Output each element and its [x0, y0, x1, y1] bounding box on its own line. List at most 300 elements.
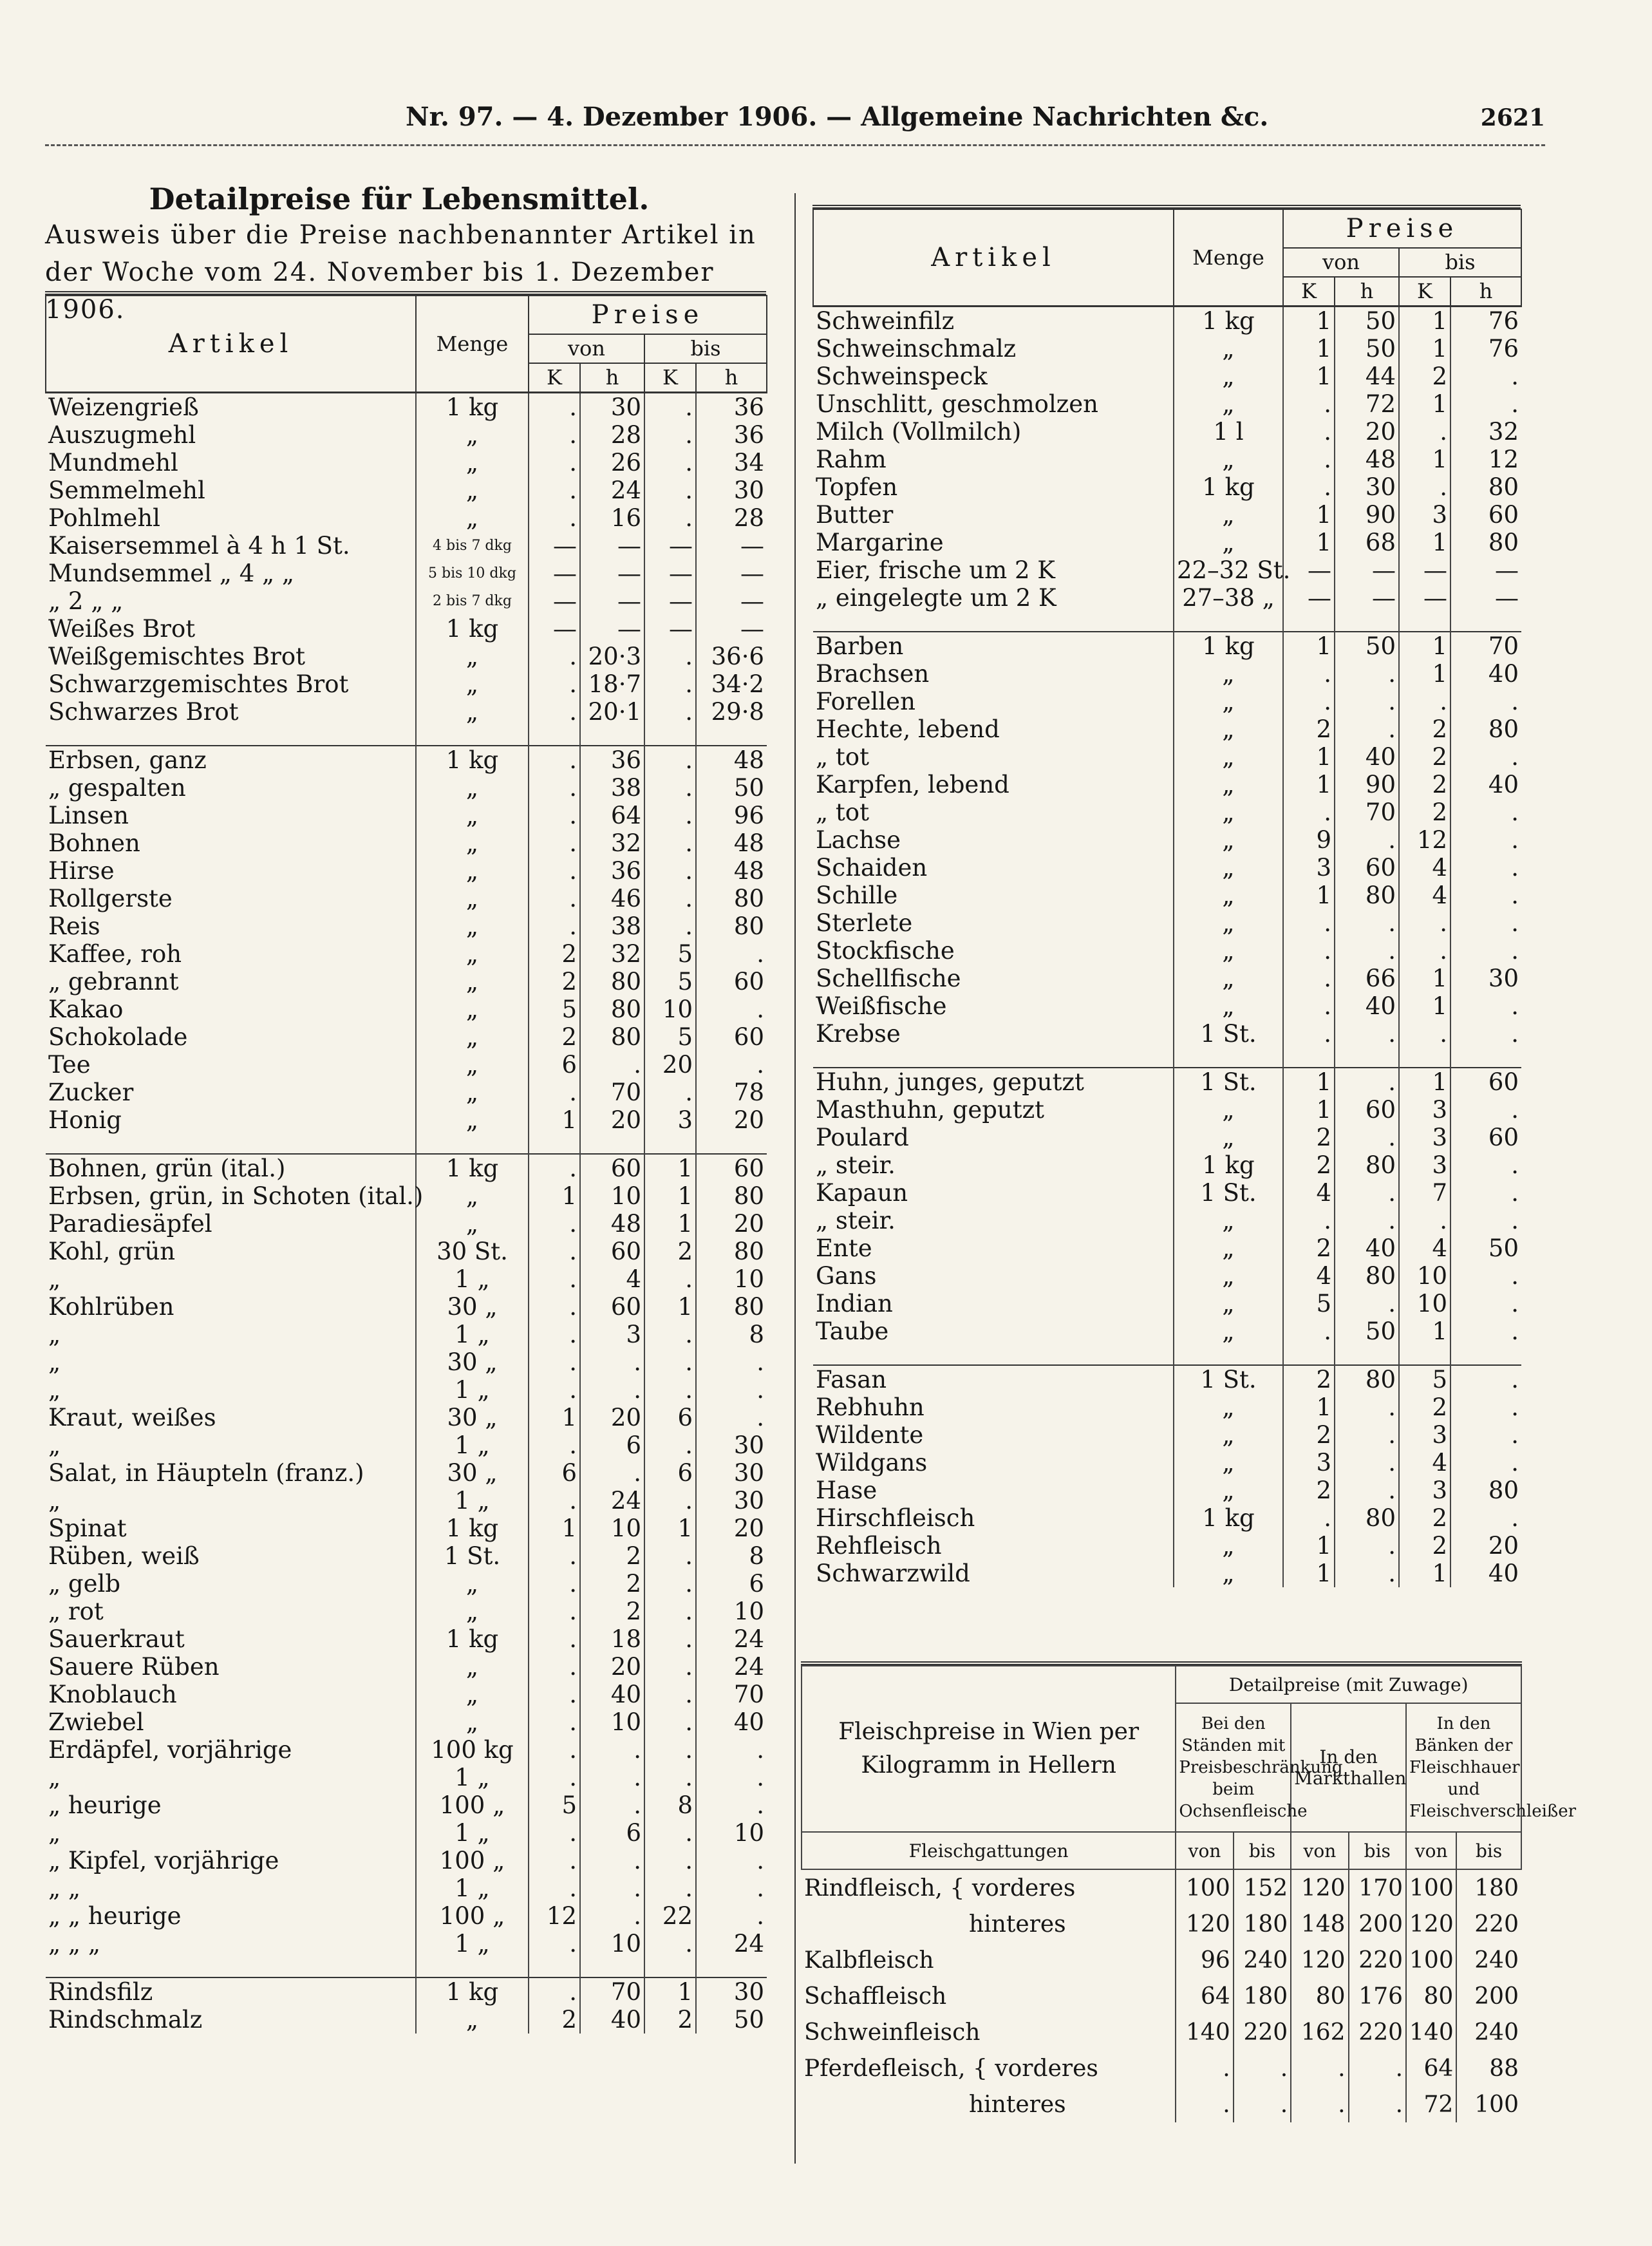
to-heller: 80 [1450, 1477, 1521, 1504]
meat-price: 220 [1456, 1906, 1521, 1942]
item-name: Kapaun [816, 1179, 908, 1207]
table-row [46, 1708, 767, 1736]
quantity: „ [1174, 771, 1283, 798]
from-krone: . [529, 885, 580, 912]
to-krone: . [644, 1681, 696, 1708]
table-row [46, 746, 767, 774]
col-k: K [644, 363, 696, 393]
meat-price: 100 [1406, 1942, 1456, 1978]
from-krone: 1 [1283, 743, 1335, 771]
to-krone: . [644, 421, 696, 449]
group-spacer [813, 1048, 1521, 1068]
meat-price: 120 [1176, 1906, 1233, 1942]
to-krone: — [1399, 556, 1450, 584]
table-row [46, 1210, 767, 1238]
to-krone: . [644, 1847, 696, 1874]
col-menge: Menge [1174, 209, 1283, 307]
to-krone: 1 [1399, 660, 1450, 688]
meat-price: 96 [1176, 1942, 1233, 1978]
quantity: 1 kg [416, 615, 529, 643]
item-name: Rindschmalz [48, 2006, 203, 2034]
meat-price: . [1234, 2050, 1291, 2086]
table-row [813, 771, 1521, 798]
to-heller: . [1450, 1151, 1521, 1179]
item-name: Schweinfilz [813, 307, 1174, 335]
to-heller: — [696, 560, 767, 587]
from-krone: . [1283, 992, 1335, 1020]
item-name: Schille [816, 882, 898, 909]
from-krone: . [529, 1819, 580, 1847]
header-title: Nr. 97. — 4. Dezember 1906. — Allgemeine Nachrichten &c. [406, 102, 1269, 132]
item-name: Zwiebel [48, 1708, 144, 1736]
quantity: „ [416, 1653, 529, 1681]
meat-price: 100 [1456, 2086, 1521, 2122]
col-von: von [1406, 1832, 1456, 1869]
table-row [813, 965, 1521, 992]
table-row [46, 1404, 767, 1431]
quantity: 1 „ [416, 1764, 529, 1791]
quantity: 1 „ [416, 1376, 529, 1404]
to-heller: . [1450, 743, 1521, 771]
table-row [46, 1106, 767, 1134]
quantity: „ [416, 477, 529, 504]
item-name: Sauerkraut [48, 1625, 185, 1653]
to-heller: . [696, 1902, 767, 1930]
quantity: „ [416, 1051, 529, 1079]
quantity: 1 kg [416, 393, 529, 422]
col-preise: Preise [529, 296, 767, 334]
from-heller: 80 [1335, 1151, 1399, 1179]
quantity: „ [416, 643, 529, 670]
quantity: „ [416, 1570, 529, 1598]
quantity: 30 „ [416, 1404, 529, 1431]
from-krone: 2 [529, 940, 580, 968]
to-heller: 36 [696, 421, 767, 449]
quantity: 1 „ [416, 1819, 529, 1847]
col-bis: bis [644, 334, 767, 363]
meat-kind: Kalbfleisch [804, 1947, 934, 1974]
item-name: Schwarzes Brot [48, 698, 239, 726]
quantity: 100 „ [416, 1902, 529, 1930]
to-krone: — [644, 532, 696, 560]
meat-price: 140 [1176, 2014, 1233, 2050]
item-name: Mundsemmel „ 4 „ „ [48, 560, 295, 587]
from-krone: . [1283, 446, 1335, 473]
from-krone: . [529, 1376, 580, 1404]
left-price-table-wrap [45, 291, 766, 2034]
quantity: „ [416, 829, 529, 857]
to-heller: 40 [1450, 660, 1521, 688]
from-heller: . [1335, 1393, 1399, 1421]
meat-price: . [1291, 2050, 1348, 2086]
to-krone: 4 [1399, 1234, 1450, 1262]
group-spacer [46, 726, 767, 746]
from-krone: — [1283, 584, 1335, 612]
to-heller: 60 [696, 1154, 767, 1182]
table-row [46, 1791, 767, 1819]
quantity: „ [416, 912, 529, 940]
meat-price: 220 [1349, 1942, 1406, 1978]
to-heller: . [1450, 882, 1521, 909]
item-name: Schweinspeck [816, 363, 988, 390]
to-krone: . [644, 885, 696, 912]
item-name: Auszugmehl [48, 421, 196, 449]
from-heller: 6 [580, 1819, 644, 1847]
to-heller: 20 [1450, 1532, 1521, 1560]
meat-price: 240 [1456, 2014, 1521, 2050]
table-row [46, 1348, 767, 1376]
meat-row [802, 1942, 1521, 1978]
col-preise: Preise [1283, 209, 1521, 248]
quantity: 1 l [1174, 418, 1283, 446]
table-row [46, 1681, 767, 1708]
to-heller: . [696, 1376, 767, 1404]
quantity: 1 kg [1174, 1151, 1283, 1179]
item-name: Kaisersemmel à 4 h 1 St. [48, 532, 350, 560]
item-name: Kakao [48, 996, 124, 1023]
from-krone: . [529, 477, 580, 504]
table-row [46, 1431, 767, 1459]
from-heller: 50 [1335, 1317, 1399, 1345]
to-krone: 1 [1399, 446, 1450, 473]
column-divider [794, 193, 796, 2164]
item-name: Huhn, junges, geputzt [813, 1068, 1174, 1096]
from-heller: . [580, 1764, 644, 1791]
table-row [46, 940, 767, 968]
item-name: Eier, frische um 2 K [816, 556, 1055, 584]
table-row [46, 421, 767, 449]
meat-price: 152 [1234, 1869, 1291, 1906]
from-heller: 20 [580, 1653, 644, 1681]
from-krone: 6 [529, 1051, 580, 1079]
from-krone: . [529, 1598, 580, 1625]
from-heller: 72 [1335, 390, 1399, 418]
from-heller: . [580, 1736, 644, 1764]
item-name: Kohlrüben [48, 1293, 174, 1321]
quantity: „ [1174, 937, 1283, 965]
table-row [813, 529, 1521, 556]
meat-price: . [1349, 2086, 1406, 2122]
item-name: Brachsen [816, 660, 930, 688]
from-heller: . [1335, 937, 1399, 965]
from-heller: 20 [1335, 418, 1399, 446]
to-heller: 48 [696, 857, 767, 885]
to-krone: 3 [1399, 1151, 1450, 1179]
table-row [813, 1393, 1521, 1421]
to-heller: 24 [696, 1653, 767, 1681]
quantity: „ [1174, 965, 1283, 992]
meat-col-staende: Bei den Ständen mit Preisbeschränkung beim Ochsenfleische [1176, 1703, 1291, 1832]
quantity: „ [1174, 1262, 1283, 1290]
from-krone: . [529, 1487, 580, 1515]
table-row [46, 449, 767, 477]
col-h: h [1335, 277, 1399, 307]
from-krone: . [529, 1321, 580, 1348]
col-k: K [1283, 277, 1335, 307]
quantity: „ [416, 1681, 529, 1708]
right-price-table [812, 209, 1522, 1587]
item-name: Rebhuhn [816, 1393, 925, 1421]
to-heller: . [696, 1764, 767, 1791]
to-heller: . [696, 1847, 767, 1874]
col-artikel: Artikel [813, 209, 1174, 307]
from-heller: 20·1 [580, 698, 644, 726]
from-heller: 70 [580, 1977, 644, 2006]
from-heller: 60 [580, 1293, 644, 1321]
quantity: 1 St. [1174, 1179, 1283, 1207]
item-name: Sauere Rüben [48, 1653, 220, 1681]
table-row [46, 477, 767, 504]
to-krone: 4 [1399, 882, 1450, 909]
quantity: 1 kg [416, 1515, 529, 1542]
from-heller: 30 [580, 393, 644, 422]
table-row [46, 643, 767, 670]
to-krone: 2 [1399, 743, 1450, 771]
quantity: „ [416, 698, 529, 726]
meat-price: 170 [1349, 1869, 1406, 1906]
from-krone: . [1283, 965, 1335, 992]
item-name: Hirse [48, 857, 115, 885]
quantity: „ [1174, 390, 1283, 418]
to-krone: 2 [1399, 771, 1450, 798]
to-krone: . [644, 504, 696, 532]
to-krone: . [644, 1598, 696, 1625]
to-heller: 80 [696, 912, 767, 940]
meat-price: . [1234, 2086, 1291, 2122]
from-heller: 10 [580, 1708, 644, 1736]
table-row [46, 1459, 767, 1487]
to-krone: 1 [1399, 335, 1450, 363]
table-row [46, 1570, 767, 1598]
quantity: „ [1174, 1532, 1283, 1560]
meat-price-table-wrap [801, 1661, 1577, 2122]
from-heller: 60 [580, 1154, 644, 1182]
item-name: Schwarzgemischtes Brot [48, 670, 349, 698]
table-row [46, 1542, 767, 1570]
from-krone: . [529, 393, 580, 422]
table-row [813, 937, 1521, 965]
to-heller: 76 [1450, 307, 1521, 335]
item-name: Rindsfilz [46, 1977, 416, 2006]
to-krone: 1 [1399, 1068, 1450, 1096]
quantity: 100 „ [416, 1847, 529, 1874]
table-row [813, 1262, 1521, 1290]
from-krone: 2 [1283, 1365, 1335, 1393]
meat-price: 140 [1406, 2014, 1456, 2050]
quantity: „ [416, 1598, 529, 1625]
from-krone: 3 [1283, 854, 1335, 882]
to-krone: — [1399, 584, 1450, 612]
item-name: Schwarzwild [816, 1560, 970, 1587]
table-row [813, 1365, 1521, 1393]
section-subtitle: Ausweis über die Preise nachbenannter Artikel in der Woche vom 24. November bis 1. Dezember 1906. [45, 220, 756, 325]
from-heller: . [580, 1051, 644, 1079]
from-krone: . [529, 421, 580, 449]
to-heller: 80 [1450, 529, 1521, 556]
to-krone: 3 [1399, 1477, 1450, 1504]
meat-price: 88 [1456, 2050, 1521, 2086]
to-heller: — [696, 615, 767, 643]
to-krone: 10 [644, 996, 696, 1023]
to-heller: . [1450, 1393, 1521, 1421]
from-heller: 40 [580, 2006, 644, 2034]
item-name: Schellfische [816, 965, 961, 992]
table-row [813, 307, 1521, 335]
to-heller: 40 [1450, 771, 1521, 798]
item-name: „ „ „ [48, 1930, 101, 1958]
table-row [46, 1847, 767, 1874]
to-krone: . [644, 1736, 696, 1764]
to-krone: 1 [644, 1293, 696, 1321]
to-krone: . [644, 1265, 696, 1293]
to-krone: . [644, 1653, 696, 1681]
table-row [46, 1874, 767, 1902]
from-heller: . [1335, 1020, 1399, 1048]
to-heller: 96 [696, 802, 767, 829]
from-heller: . [580, 1902, 644, 1930]
from-heller: 40 [1335, 992, 1399, 1020]
table-row [46, 829, 767, 857]
quantity: 1 „ [416, 1265, 529, 1293]
item-name: „ [48, 1487, 61, 1515]
quantity: „ [1174, 529, 1283, 556]
from-heller: 48 [1335, 446, 1399, 473]
meat-kind: hinteres [969, 2091, 1066, 2118]
item-name: Paradiesäpfel [48, 1210, 212, 1238]
from-heller: 30 [1335, 473, 1399, 501]
meat-price: 200 [1349, 1906, 1406, 1942]
quantity: 1 St. [1174, 1365, 1283, 1393]
from-heller: — [580, 615, 644, 643]
to-heller: — [696, 587, 767, 615]
to-krone: 8 [644, 1791, 696, 1819]
to-krone: 7 [1399, 1179, 1450, 1207]
from-heller: 26 [580, 449, 644, 477]
item-name: Hechte, lebend [816, 715, 1000, 743]
to-heller: . [696, 1874, 767, 1902]
from-krone: 5 [529, 1791, 580, 1819]
from-heller: 2 [580, 1542, 644, 1570]
to-heller: . [1450, 1020, 1521, 1048]
from-heller: 6 [580, 1431, 644, 1459]
to-heller: 40 [696, 1708, 767, 1736]
to-krone: . [644, 1874, 696, 1902]
item-name: Reis [48, 912, 100, 940]
to-krone: . [1399, 418, 1450, 446]
from-krone: 4 [1283, 1179, 1335, 1207]
table-row [46, 885, 767, 912]
table-row [813, 1477, 1521, 1504]
item-name: Lachse [816, 826, 901, 854]
quantity: 1 kg [1174, 473, 1283, 501]
to-heller: 80 [696, 1182, 767, 1210]
to-krone: 5 [644, 968, 696, 996]
meat-price: 72 [1406, 2086, 1456, 2122]
to-heller: . [1450, 1096, 1521, 1124]
table-row [46, 1376, 767, 1404]
item-name: „ [48, 1764, 61, 1791]
from-heller: 24 [580, 477, 644, 504]
item-name: Butter [816, 501, 894, 529]
item-name: Erbsen, grün, in Schoten (ital.) [48, 1182, 424, 1210]
quantity: „ [1174, 1317, 1283, 1345]
meat-price: 148 [1291, 1906, 1348, 1942]
from-krone: 1 [1283, 1560, 1335, 1587]
from-heller: 60 [580, 1238, 644, 1265]
quantity: „ [416, 504, 529, 532]
to-heller: 30 [696, 1459, 767, 1487]
table-row [46, 857, 767, 885]
table-row [813, 632, 1521, 660]
to-krone: 5 [644, 1023, 696, 1051]
quantity: „ [416, 421, 529, 449]
table-row [46, 1265, 767, 1293]
from-heller: — [580, 587, 644, 615]
from-krone: . [529, 1708, 580, 1736]
to-krone: . [644, 1079, 696, 1106]
quantity: „ [416, 1079, 529, 1106]
item-name: Forellen [816, 688, 915, 715]
table-row [46, 1182, 767, 1210]
meat-kind: Schweinfleisch [804, 2019, 981, 2046]
quantity: „ [1174, 854, 1283, 882]
quantity: 30 „ [416, 1348, 529, 1376]
table-row [46, 1598, 767, 1625]
from-krone: 6 [529, 1459, 580, 1487]
from-heller: 80 [1335, 882, 1399, 909]
item-name: Linsen [48, 802, 129, 829]
to-heller: 10 [696, 1598, 767, 1625]
to-heller: . [1450, 826, 1521, 854]
to-heller: 60 [1450, 501, 1521, 529]
quantity: „ [416, 670, 529, 698]
from-krone: . [529, 504, 580, 532]
meat-price-table [801, 1665, 1577, 2122]
to-heller: . [1450, 1179, 1521, 1207]
from-krone: 1 [1283, 501, 1335, 529]
table-row [46, 1023, 767, 1051]
from-heller: 38 [580, 912, 644, 940]
from-heller: 28 [580, 421, 644, 449]
table-row [813, 1179, 1521, 1207]
to-krone: 1 [1399, 1317, 1450, 1345]
meat-price: 180 [1234, 1906, 1291, 1942]
table-row [813, 390, 1521, 418]
to-krone: . [644, 912, 696, 940]
item-name: Schweinschmalz [816, 335, 1017, 363]
item-name: „ [48, 1321, 61, 1348]
from-heller: 50 [1335, 307, 1399, 335]
from-heller: 44 [1335, 363, 1399, 390]
item-name: Kaffee, roh [48, 940, 182, 968]
to-heller: 30 [696, 1431, 767, 1459]
meat-kind: Schaffleisch [804, 1983, 947, 2010]
meat-price: . [1291, 2086, 1348, 2122]
from-heller: 68 [1335, 529, 1399, 556]
meat-col-baenke: In den Bänken der Fleischhauer und Fleischverschleißer [1406, 1703, 1521, 1832]
item-name: Hase [816, 1477, 878, 1504]
from-heller: . [580, 1348, 644, 1376]
quantity: 30 „ [416, 1293, 529, 1321]
to-krone: . [1399, 937, 1450, 965]
to-krone: . [644, 1708, 696, 1736]
quantity: „ [416, 885, 529, 912]
quantity: „ [1174, 335, 1283, 363]
from-heller: . [1335, 1532, 1399, 1560]
quantity: „ [1174, 743, 1283, 771]
meat-col-markthallen: In den Markthallen [1291, 1703, 1406, 1832]
to-krone: . [644, 477, 696, 504]
